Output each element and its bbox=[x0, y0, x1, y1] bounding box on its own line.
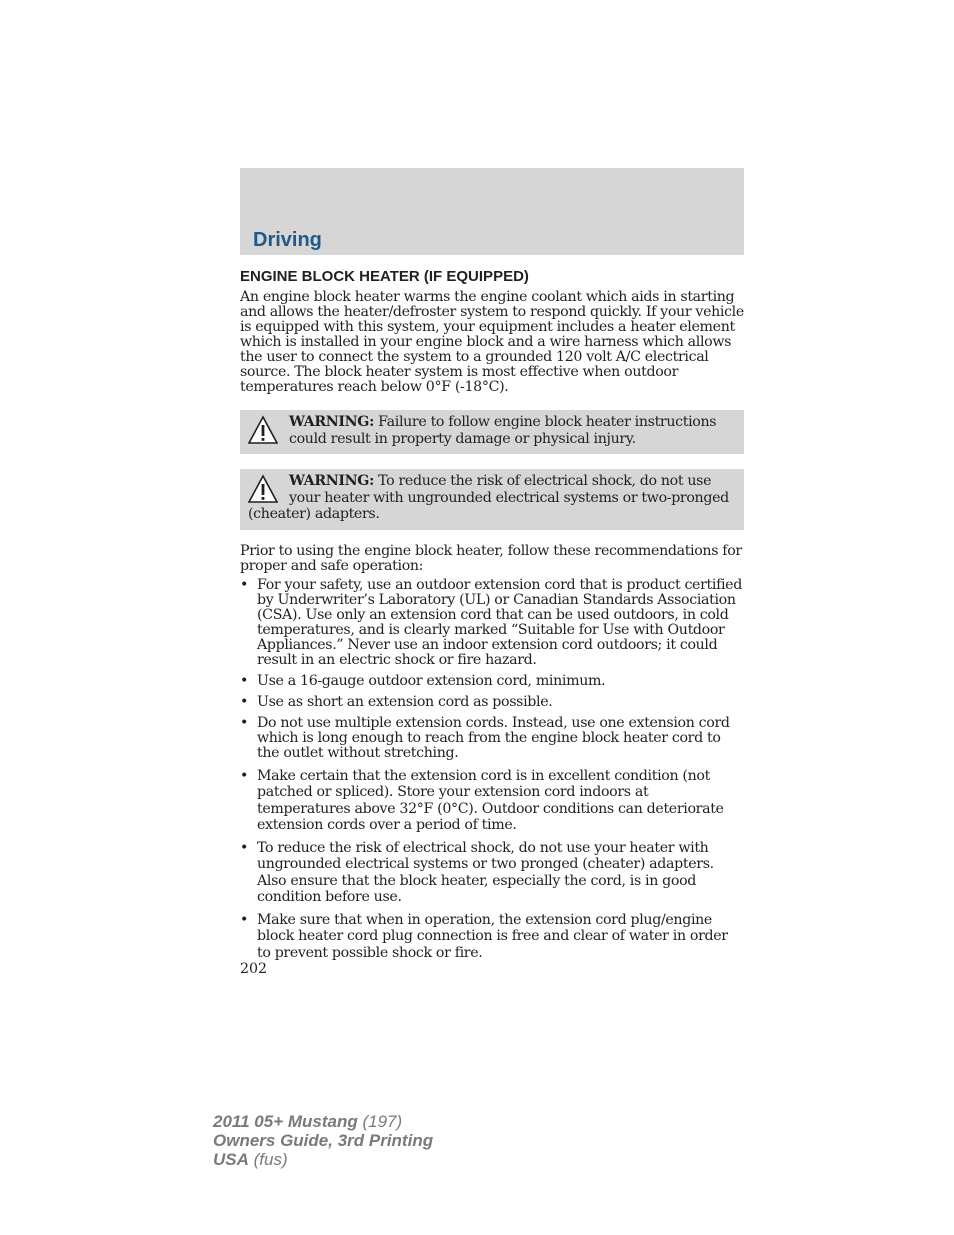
list-item-text: Make certain that the extension cord is in excellent condition (not patched or spliced). Store your extension cord indoors at temperatures above 32°F (0°C). Outdoor conditions can deteriorate extension cords over a period of time. bbox=[257, 767, 724, 833]
list-item bbox=[240, 674, 744, 689]
footer-market: USA bbox=[213, 1150, 249, 1169]
bullet-icon: • bbox=[240, 714, 249, 731]
list-item bbox=[240, 912, 744, 962]
bullet-icon: • bbox=[240, 672, 249, 689]
bullet-icon: • bbox=[240, 911, 249, 928]
section-header-band bbox=[240, 168, 744, 255]
document-footer bbox=[213, 1112, 433, 1169]
list-item-text: Do not use multiple extension cords. Instead, use one extension cord which is long enough to reach from the engine block heater cord to the outlet without stretching. bbox=[257, 714, 730, 761]
bullet-icon: • bbox=[240, 693, 249, 710]
recommendation-list bbox=[240, 578, 744, 962]
warning-triangle-icon bbox=[248, 415, 278, 445]
list-item bbox=[240, 578, 744, 668]
list-item-text: For your safety, use an outdoor extension cord that is product certified by Underwriter’s Laboratory (UL) or Canadian Standards Association (CSA). Use only an extension cord that can be used outdoors, in cold temperatures, and is clearly marked “Suitable for Use with Outdoor Appliances.” Never use an indoor extension cord outdoors; it could result in an electric shock or fire hazard. bbox=[257, 576, 742, 668]
warning-text: Failure to follow engine block heater instructions could result in property damage or physical injury. bbox=[289, 414, 717, 447]
section-title: Driving bbox=[253, 229, 322, 251]
footer-guide-edition: Owners Guide, 3rd Printing bbox=[213, 1131, 434, 1150]
warning-box-1 bbox=[240, 410, 744, 454]
list-item bbox=[240, 840, 744, 906]
list-item-text: To reduce the risk of electrical shock, do not use your heater with ungrounded electrical systems or two pronged (cheater) adapters. Also ensure that the block heater, especially the cord, is in good condition before use. bbox=[257, 839, 714, 905]
list-item bbox=[240, 768, 744, 834]
footer-model: 2011 05+ Mustang bbox=[213, 1112, 358, 1131]
bullet-icon: • bbox=[240, 839, 249, 856]
list-item-text: Use a 16-gauge outdoor extension cord, minimum. bbox=[257, 672, 606, 689]
article-heading: ENGINE BLOCK HEATER (IF EQUIPPED) bbox=[240, 268, 529, 285]
list-item-text: Use as short an extension cord as possible. bbox=[257, 693, 553, 710]
footer-model-code: (197) bbox=[362, 1112, 403, 1131]
bullet-icon: • bbox=[240, 767, 249, 784]
prior-paragraph: Prior to using the engine block heater, follow these recommendations for proper and safe operation: bbox=[240, 542, 742, 574]
warning-triangle-icon bbox=[248, 474, 278, 504]
warning-label: WARNING: bbox=[289, 414, 374, 430]
footer-market-code: (fus) bbox=[253, 1150, 288, 1169]
intro-paragraph: An engine block heater warms the engine coolant which aids in starting and allows the heater/defroster system to respond quickly. If your vehicle is equipped with this system, your equipment includes a heater element which is installed in your engine block and a wire harness which allows the user to connect the system to a grounded 120 volt A/C electrical source. The block heater system is most effective when outdoor temperatures reach below 0°F (-18°C). bbox=[240, 289, 744, 395]
warning-text: To reduce the risk of electrical shock, do not use your heater with ungrounded electrical systems or two-pronged (cheater) adapters. bbox=[248, 473, 729, 522]
list-item bbox=[240, 716, 744, 761]
warning-label: WARNING: bbox=[289, 473, 374, 489]
bullet-icon: • bbox=[240, 576, 249, 593]
list-item-text: Make sure that when in operation, the extension cord plug/engine block heater cord plug connection is free and clear of water in order to prevent possible shock or fire. bbox=[257, 911, 728, 961]
page-content bbox=[240, 266, 744, 961]
page-number: 202 bbox=[240, 961, 268, 977]
warning-box-2 bbox=[240, 469, 744, 530]
list-item bbox=[240, 695, 744, 710]
